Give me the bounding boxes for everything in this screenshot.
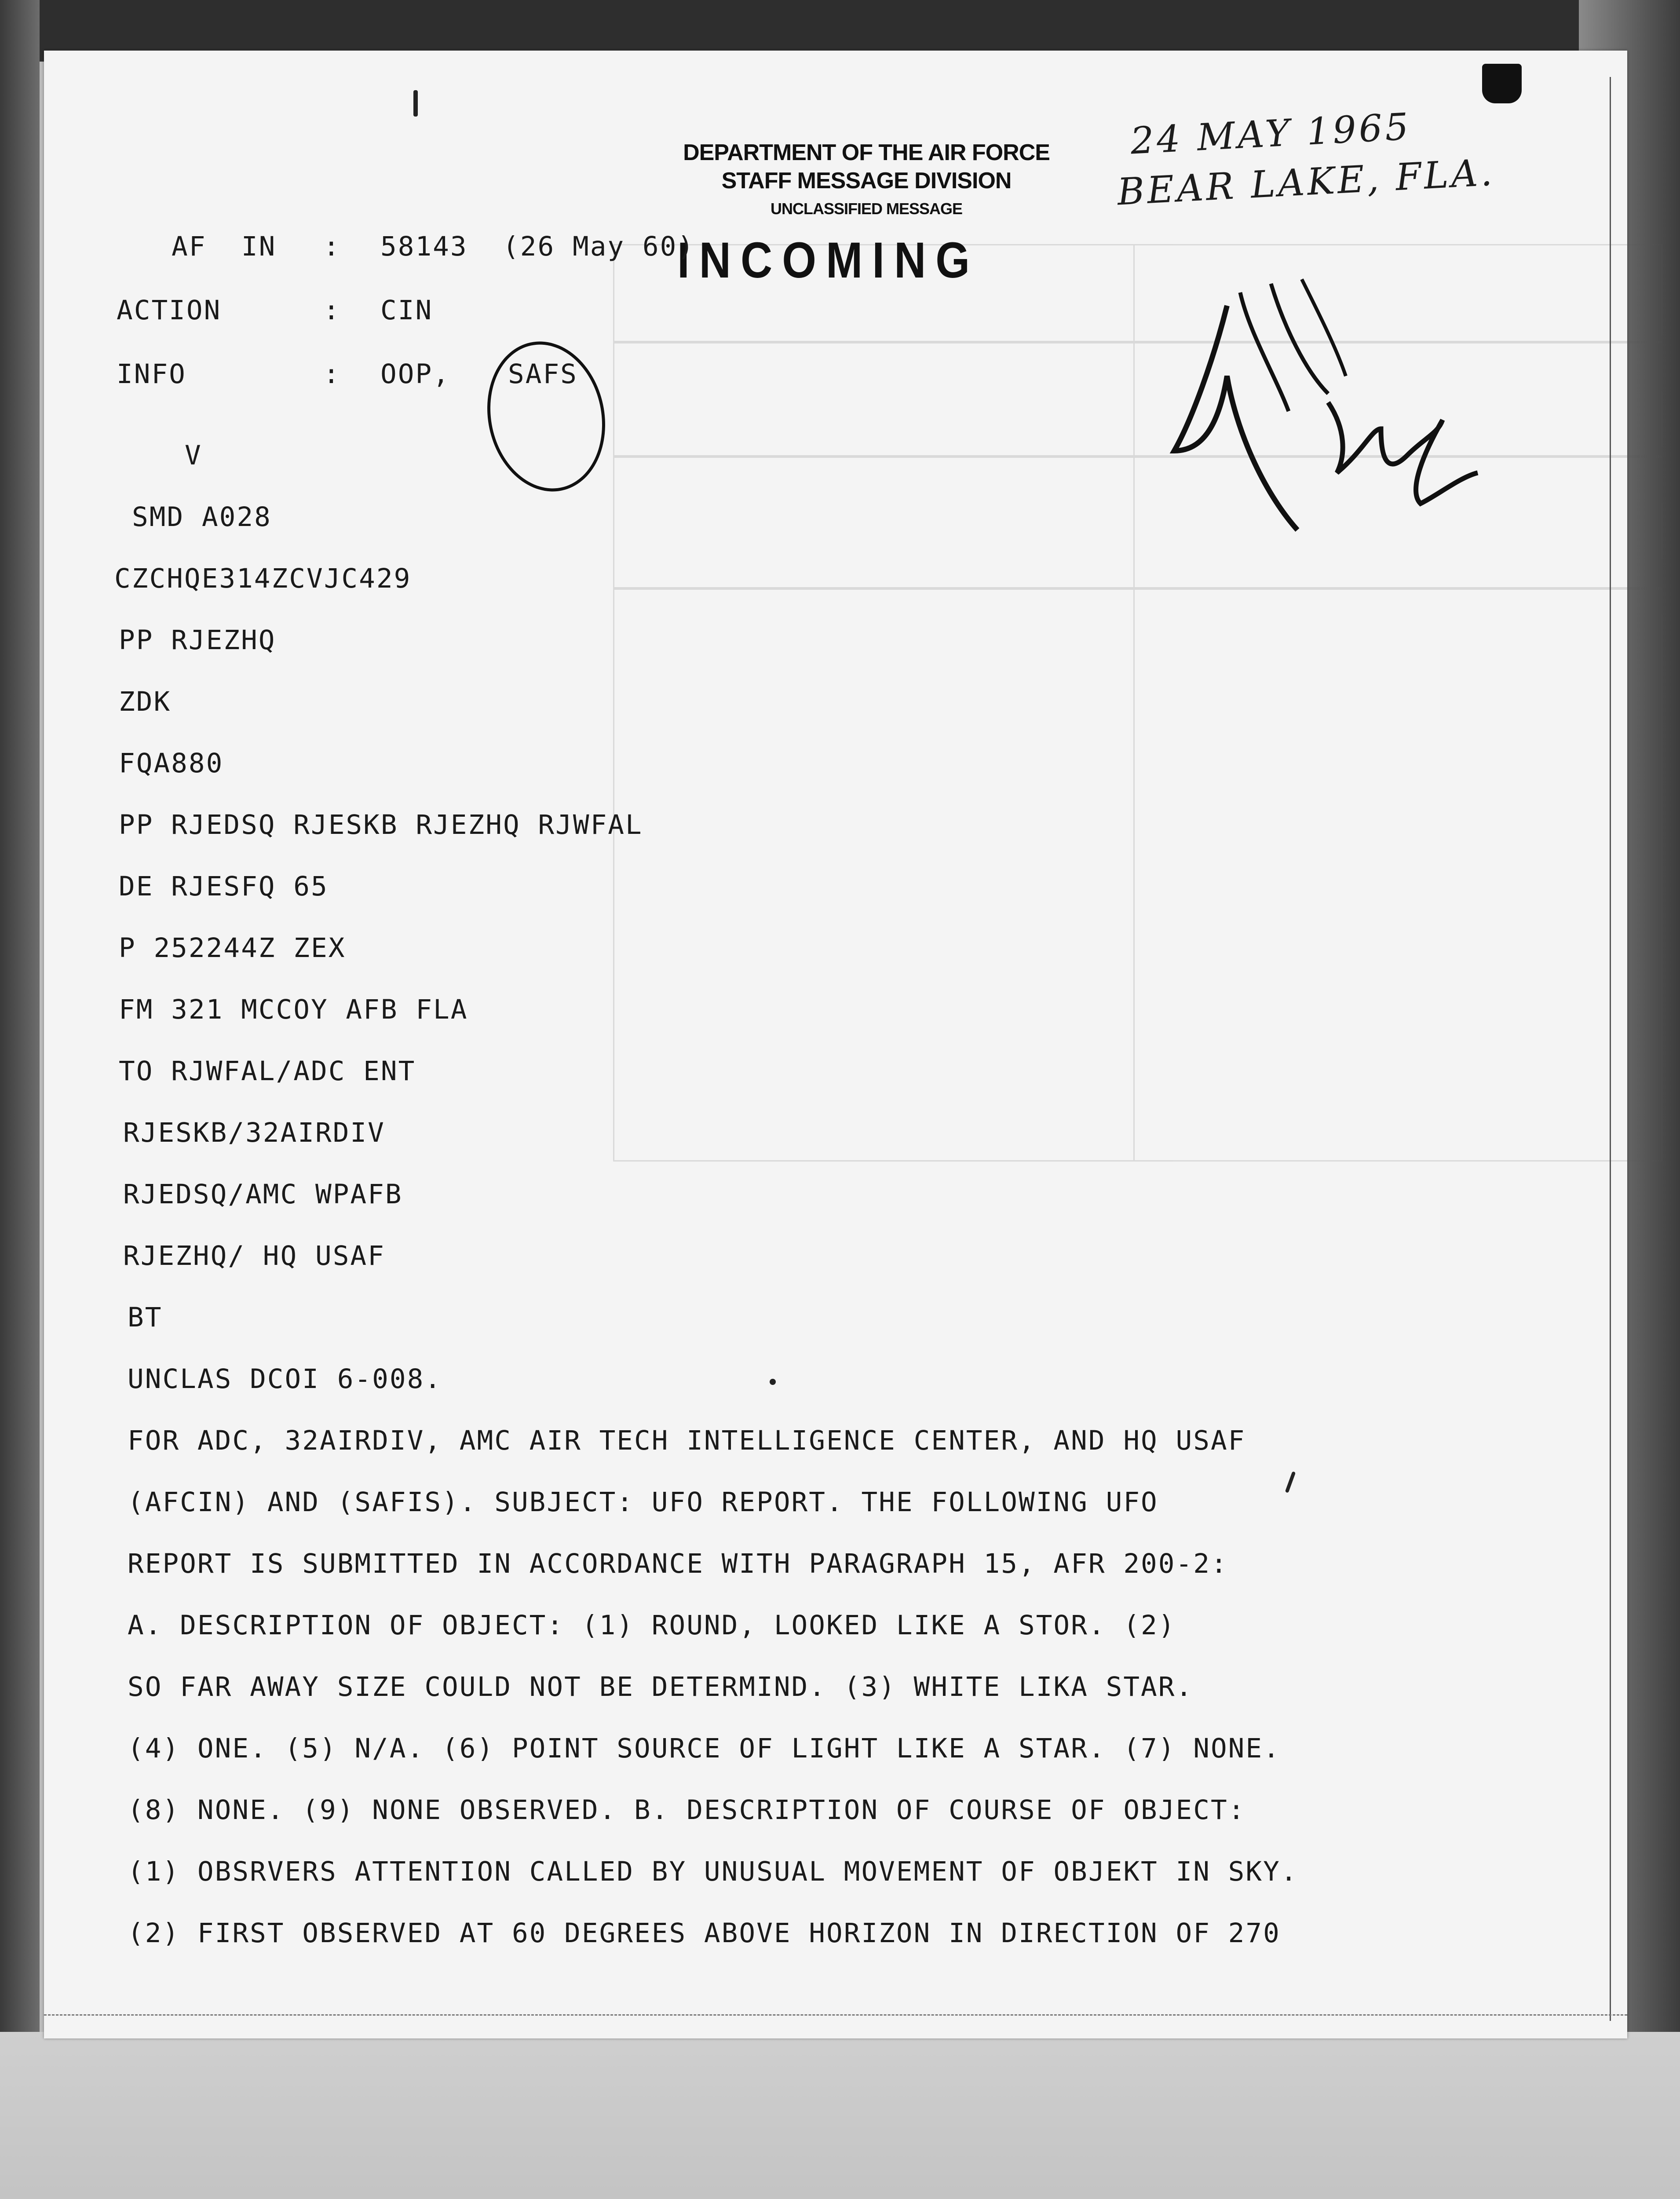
department-name: DEPARTMENT OF THE AIR FORCE [683,140,1050,165]
ink-speck [770,1379,776,1385]
msg-line: (8) NONE. (9) NONE OBSERVED. B. DESCRIPTION OF COURSE OF OBJECT: [128,1794,1246,1826]
msg-line: FQA880 [119,748,224,779]
msg-line: A. DESCRIPTION OF OBJECT: (1) ROUND, LOOKED LIKE A STOR. (2) [128,1610,1176,1641]
message-header [646,139,1086,223]
incoming-stamp: INCOMING [677,232,980,289]
msg-line: TO RJWFAL/ADC ENT [119,1056,416,1087]
action-colon: : [323,295,341,326]
info-colon: : [323,358,341,390]
handwritten-location: BEAR LAKE, FLA. [1116,150,1496,214]
msg-line: SO FAR AWAY SIZE COULD NOT BE DETERMIND. (3) WHITE LIKA STAR. [128,1671,1194,1702]
msg-line: FM 321 MCCOY AFB FLA [119,994,468,1025]
handwritten-date: 24 MAY 1965 [1129,105,1412,163]
msg-line: BT [128,1302,163,1333]
msg-line: PP RJEZHQ [119,625,276,656]
info-circled-value: SAFS [508,358,578,390]
info-label: INFO [117,358,186,390]
msg-line: P 252244Z ZEX [119,932,346,964]
division-name: STAFF MESSAGE DIVISION [721,168,1012,194]
info-value: OOP, [380,358,450,390]
msg-line: (2) FIRST OBSERVED AT 60 DEGREES ABOVE HORIZON IN DIRECTION OF 270 [128,1918,1281,1949]
safs-circle-mark [474,330,619,502]
msg-line: ZDK [119,686,172,717]
msg-line: RJESKB/32AIRDIV [123,1117,385,1148]
ink-speck [1285,1471,1296,1493]
msg-line: FOR ADC, 32AIRDIV, AMC AIR TECH INTELLIGENCE CENTER, AND HQ USAF [128,1425,1246,1456]
msg-line: (4) ONE. (5) N/A. (6) POINT SOURCE OF LIGHT LIKE A STAR. (7) NONE. [128,1733,1281,1764]
msg-line: RJEZHQ/ HQ USAF [123,1240,385,1271]
message-page [44,51,1627,2038]
af-in-colon: : [323,231,341,262]
corner-mark [1482,64,1522,103]
af-in-value: 58143 (26 May 60) [380,231,695,262]
msg-line: DE RJESFQ 65 [119,871,329,902]
action-label: ACTION [117,295,222,326]
msg-line: (AFCIN) AND (SAFIS). SUBJECT: UFO REPORT. THE FOLLOWING UFO [128,1487,1158,1518]
page-bottom-rule [44,2014,1627,2016]
ink-speck [413,90,418,117]
msg-line: PP RJEDSQ RJESKB RJEZHQ RJWFAL [119,809,643,840]
msg-line: REPORT IS SUBMITTED IN ACCORDANCE WITH PARAGRAPH 15, AFR 200-2: [128,1548,1228,1579]
classification-line: UNCLASSIFIED MESSAGE [770,200,963,218]
handwritten-signature [1161,244,1513,561]
page-right-rule [1610,77,1611,2021]
msg-line: SMD A028 [132,501,272,533]
msg-line: RJEDSQ/AMC WPAFB [123,1179,403,1210]
af-in-label: AF IN [172,231,277,262]
scan-left-border [0,0,40,2111]
msg-line: V [185,440,202,471]
msg-line: UNCLAS DCOI 6-008. [128,1363,442,1395]
msg-line: (1) OBSRVERS ATTENTION CALLED BY UNUSUAL MOVEMENT OF OBJEKT IN SKY. [128,1856,1298,1887]
action-value: CIN [380,295,433,326]
msg-line: CZCHQE314ZCVJC429 [114,563,412,594]
scan-bottom-margin [0,2032,1680,2199]
